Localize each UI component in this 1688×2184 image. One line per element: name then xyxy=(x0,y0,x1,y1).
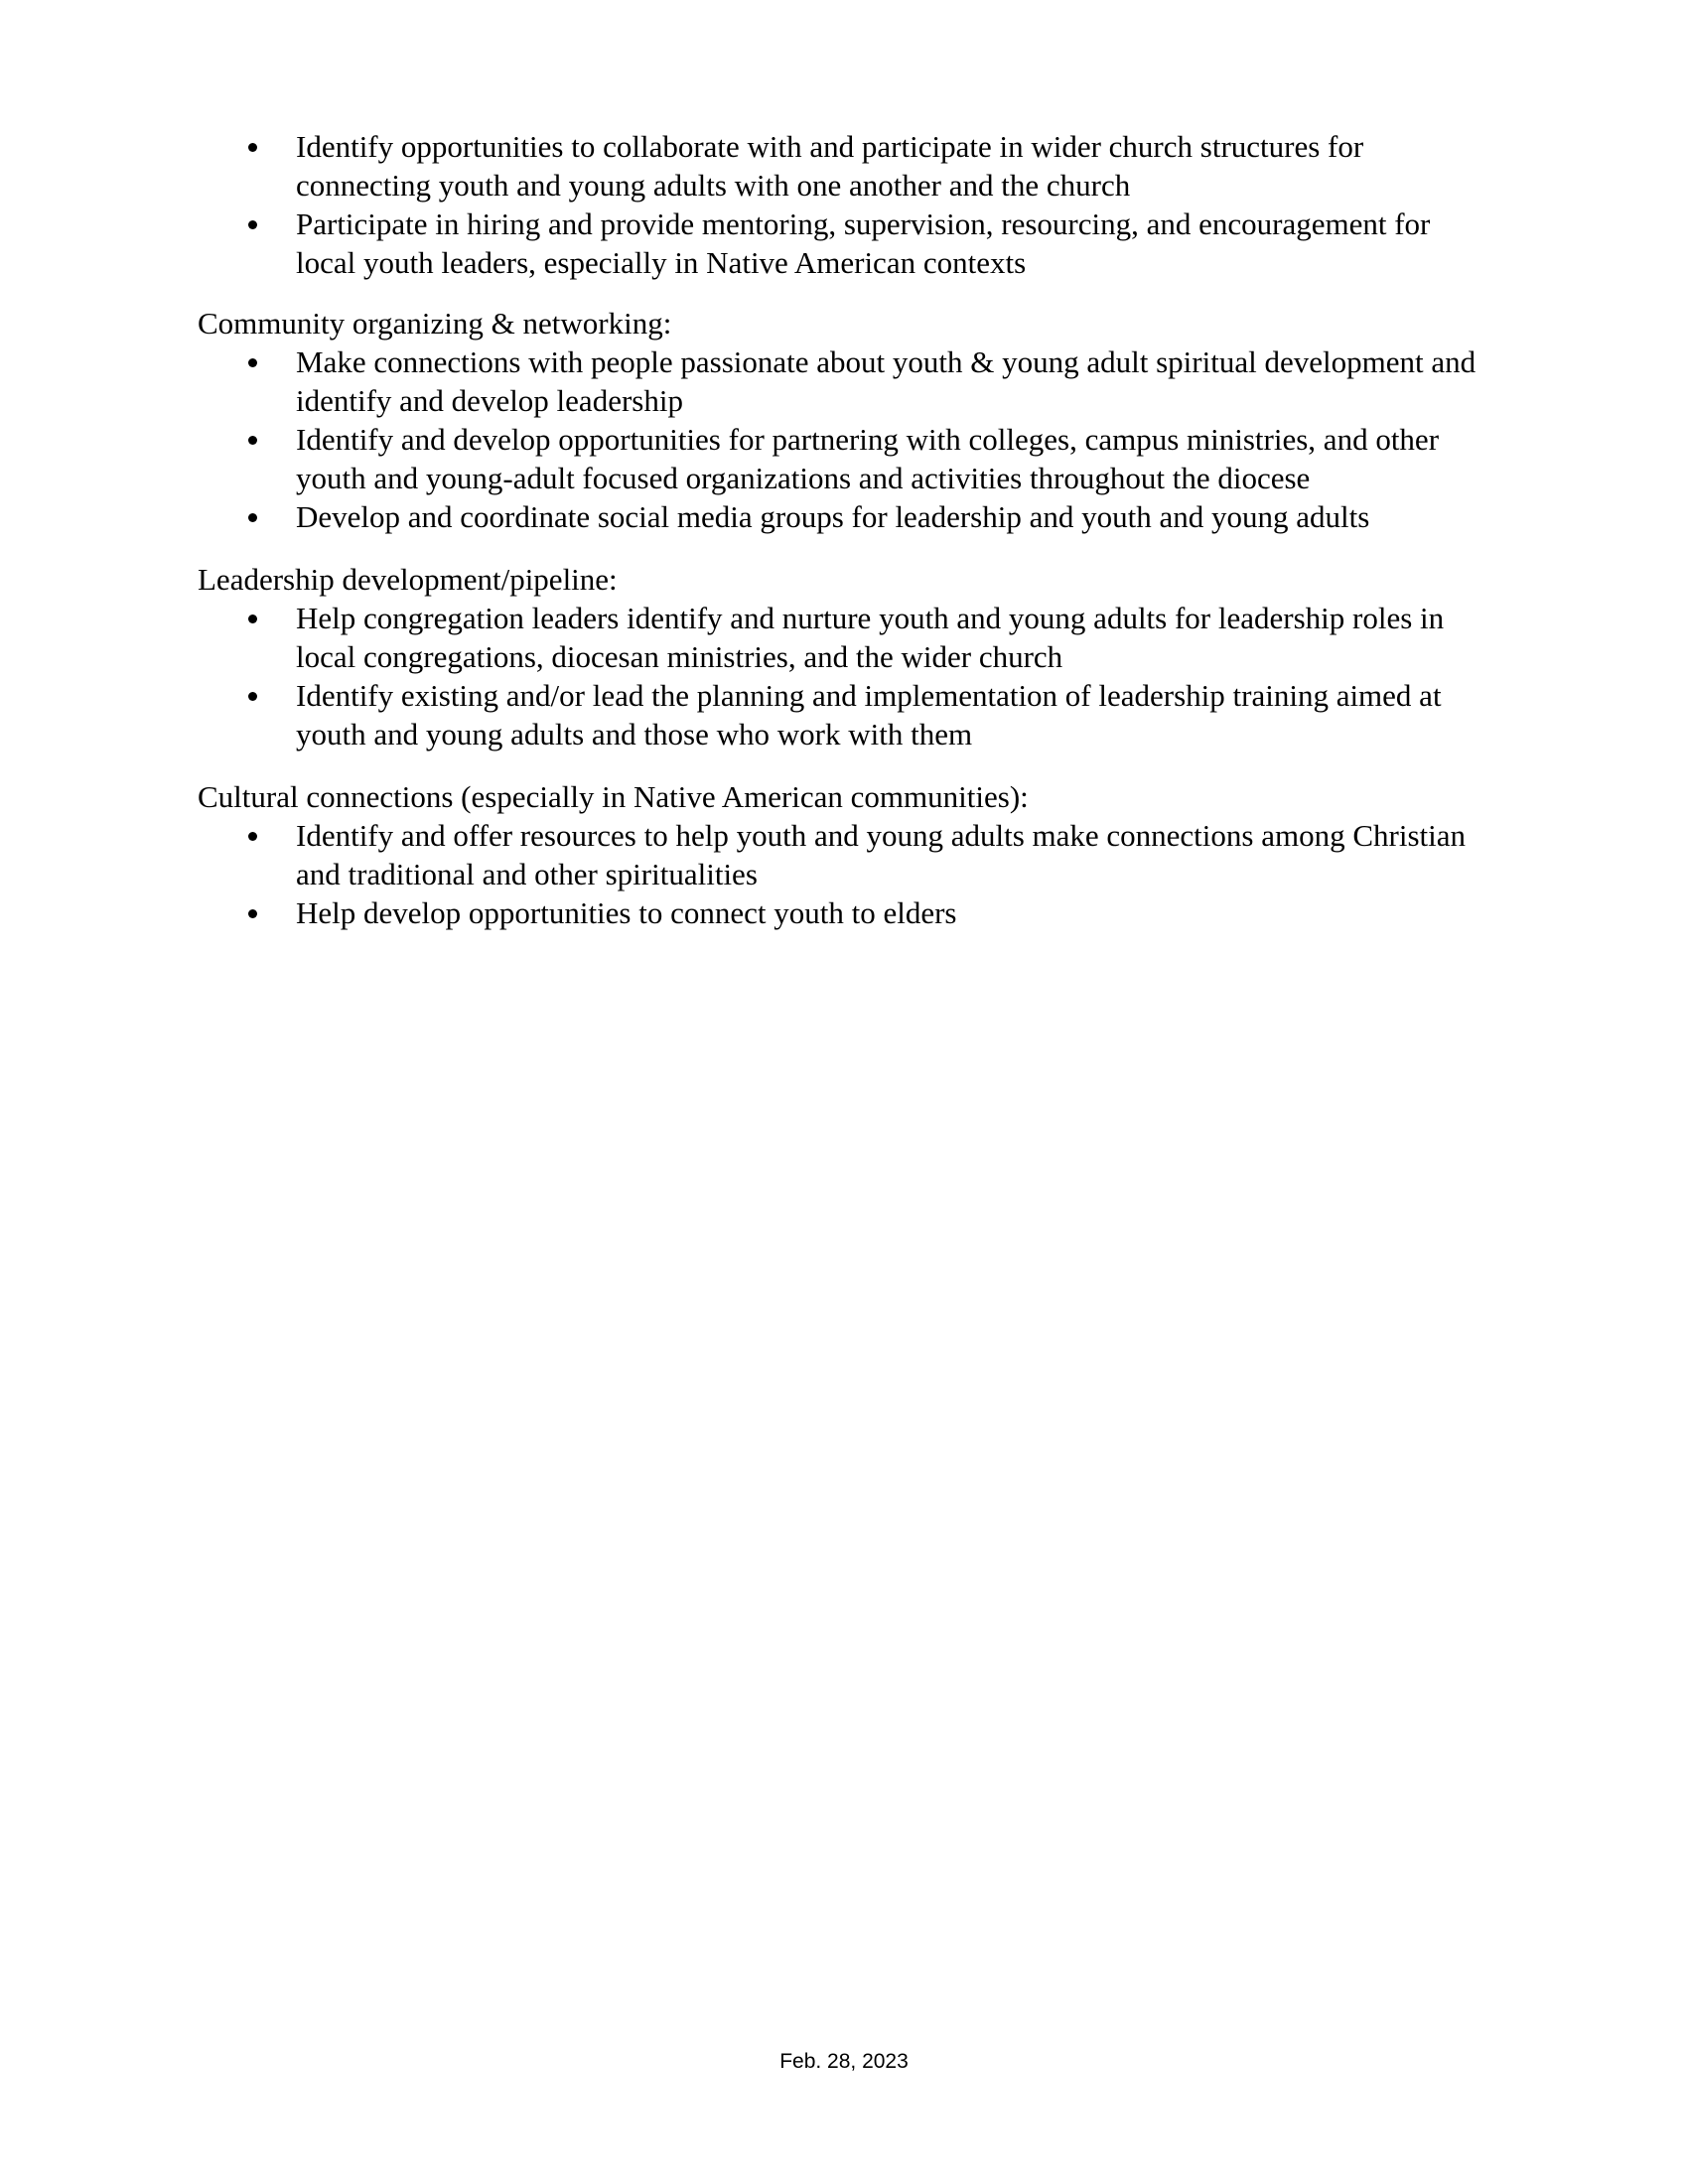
list-item xyxy=(198,127,1488,205)
list-item-text: Identify opportunities to collaborate with and participate in wider church structures for connecting youth and young adults with one another and the church xyxy=(296,129,1364,203)
section-bullet-list xyxy=(198,342,1488,536)
section-heading: Cultural connections (especially in Native American communities): xyxy=(198,779,1029,814)
section-bullet-list xyxy=(198,599,1488,753)
list-item-text: Help congregation leaders identify and nurture youth and young adults for leadership roles in local congregations, diocesan ministries, and the wider church xyxy=(296,601,1445,674)
bullet-icon xyxy=(248,909,257,918)
list-item xyxy=(198,497,1488,536)
section-heading: Community organizing & networking: xyxy=(198,306,672,341)
section-cultural-connections xyxy=(198,777,1488,932)
list-item xyxy=(198,205,1488,282)
list-item-text: Identify and offer resources to help youth and young adults make connections among Christian and traditional and other spiritualities xyxy=(296,818,1466,891)
footer-date: Feb. 28, 2023 xyxy=(779,2050,909,2073)
intro-list xyxy=(198,127,1488,282)
list-item-text: Make connections with people passionate about youth & young adult spiritual development and identify and develop leadership xyxy=(296,344,1477,418)
bullet-icon xyxy=(248,832,257,841)
section-bullet-list xyxy=(198,816,1488,932)
bullet-icon xyxy=(248,143,257,152)
section-leadership-development xyxy=(198,560,1488,753)
section-heading: Leadership development/pipeline: xyxy=(198,562,618,597)
list-item xyxy=(198,342,1488,420)
list-item xyxy=(198,599,1488,676)
list-item-text: Participate in hiring and provide mentoring, supervision, resourcing, and encouragement for local youth leaders, especially in Native American contexts xyxy=(296,206,1431,280)
bullet-icon xyxy=(248,614,257,623)
document-body xyxy=(198,127,1488,932)
list-item-text: Develop and coordinate social media groups for leadership and youth and young adults xyxy=(296,499,1370,534)
list-item-text: Identify existing and/or lead the planning and implementation of leadership training aimed at youth and young adults and those who work with them xyxy=(296,678,1442,751)
section-community-organizing xyxy=(198,304,1488,536)
bullet-icon xyxy=(248,220,257,229)
intro-bullet-list xyxy=(198,127,1488,282)
list-item xyxy=(198,676,1488,753)
bullet-icon xyxy=(248,358,257,367)
list-item xyxy=(198,893,1488,932)
list-item-text: Identify and develop opportunities for partnering with colleges, campus ministries, and other youth and young-adult focused organizations and activities throughout the diocese xyxy=(296,422,1440,495)
bullet-icon xyxy=(248,692,257,701)
list-item-text: Help develop opportunities to connect youth to elders xyxy=(296,895,957,930)
list-item xyxy=(198,420,1488,497)
bullet-icon xyxy=(248,513,257,522)
bullet-icon xyxy=(248,436,257,445)
list-item xyxy=(198,816,1488,893)
